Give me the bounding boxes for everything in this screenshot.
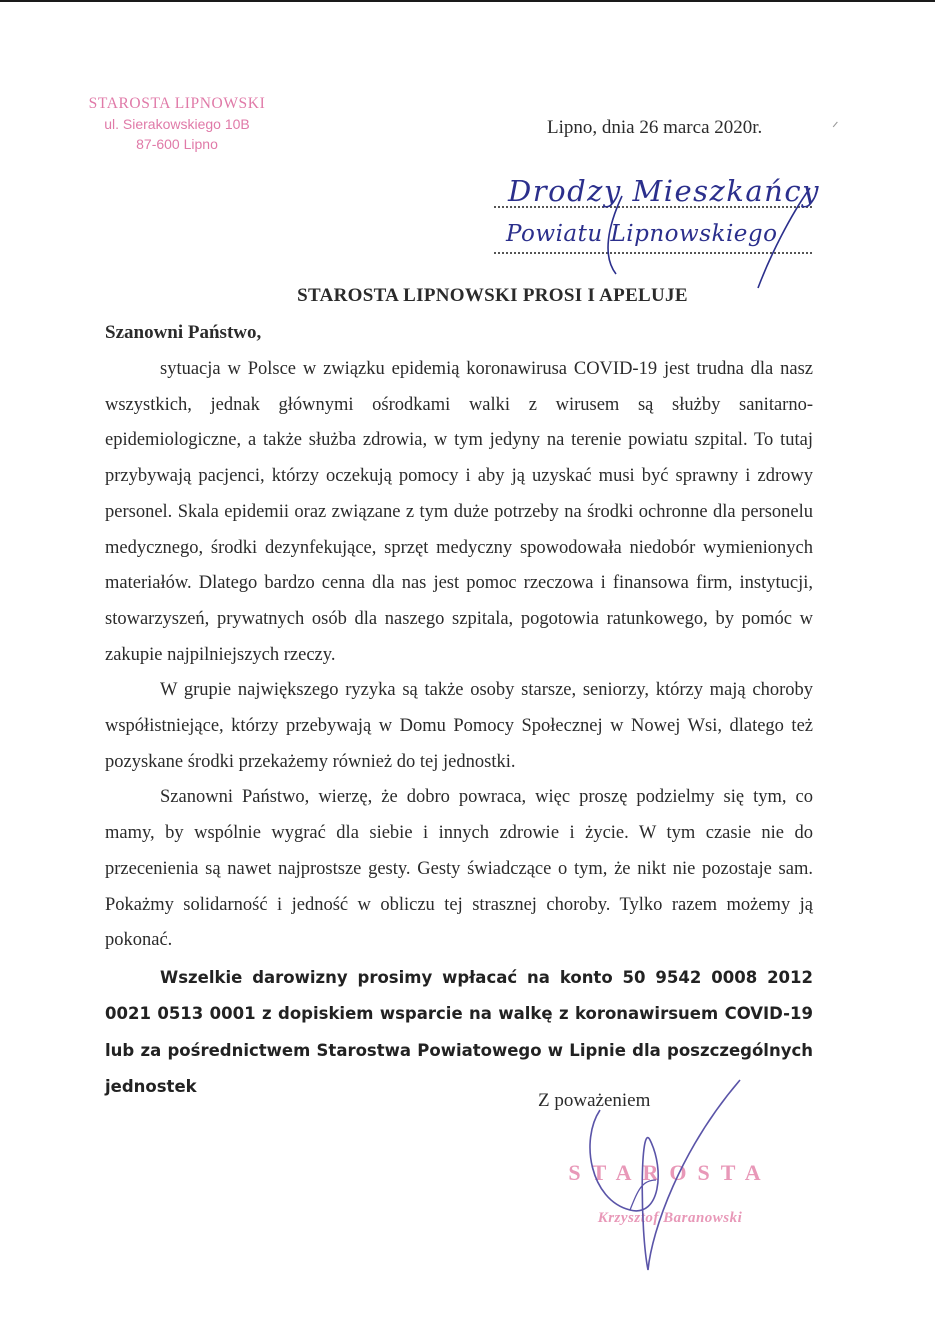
addressee-line-2: Powiatu Lipnowskiego — [506, 221, 778, 247]
body-paragraph: W grupie największego ryzyka są także osoby starsze, seniorzy, którzy mają choroby współistniejące, którzy przebywają w Domu Pomocy Społecznej w Nowej Wsi, dlatego też pozyskane środki przekażemy również do tej jednostki. — [105, 680, 813, 772]
handwritten-signature — [570, 1060, 750, 1280]
stamp-sign-name: Krzysztof Baranowski — [597, 1210, 743, 1226]
body-paragraph: Szanowni Państwo, wierzę, że dobro powraca, więc proszę podzielmy się tym, co mamy, by wspólnie wygrać dla siebie i innych zdrowie i życie. W tym czasie nie do przecenienia są nawet najprostsze gesty. Gesty świadczące o tym, że nikt nie pozostaje sam. Pokażmy solidarność i jedność w obliczu tej strasznej choroby. Tylko razem możemy ją pokonać. — [105, 787, 813, 951]
document-title: STAROSTA LIPNOWSKI PROSI I APELUJE — [297, 285, 688, 306]
closing-phrase: Z poważeniem — [538, 1090, 651, 1111]
stamp-sign-title: STAROSTA — [568, 1160, 772, 1185]
salutation: Szanowni Państwo, — [105, 322, 262, 343]
stamp-postcode-city: 87-600 Lipno — [136, 136, 218, 152]
donation-paragraph: Wszelkie darowizny prosimy wpłacać na konto 50 9542 0008 2012 0021 0513 0001 z dopiskiem wsparcie na walkę z koronawirsuem COVID-19 lub za pośrednictwem Starostwa Powiatowego w Lipnie dla poszczególnych jednostek — [105, 967, 813, 1097]
header-stamp — [62, 94, 292, 154]
addressee-line-1: Drodzy Mieszkańcy — [508, 174, 820, 208]
stamp-office-name: STAROSTA LIPNOWSKI — [88, 95, 266, 112]
handwritten-addressee — [490, 166, 820, 296]
place-and-date: Lipno, dnia 26 marca 2020r. — [547, 117, 763, 138]
stamp-street: ul. Sierakowskiego 10B — [104, 116, 250, 132]
addressee-flourish — [490, 166, 820, 296]
letter-body — [105, 352, 813, 1106]
scan-mark: ᐟ — [832, 120, 839, 137]
body-paragraph: sytuacja w Polsce w związku epidemią koronawirusa COVID-19 jest trudna dla nasz wszystkich, jednak głównymi ośrodkami walki z wirusem są służby sanitarno-epidemiologiczne, a także służba zdrowia, w tym jedyny na terenie powiatu szpital. To tutaj przybywają pacjenci, którzy oczekują pomocy i aby ją uzyskać musi być sprawny i zdrowy personel. Skala epidemii oraz związane z tym duże potrzeby na środki ochronne dla personelu medycznego, środki dezynfekujące, sprzęt medyczny spowodowała niedobór wymienionych materiałów. Dlatego bardzo cenna dla nas jest pomoc rzeczowa i finansowa firm, instytucji, stowarzyszeń, prywatnych osób dla naszego szpitala, pogotowia ratunkowego, by pomóc w zakupie najpilniejszych rzeczy. — [105, 359, 813, 665]
top-border-line — [0, 0, 935, 2]
